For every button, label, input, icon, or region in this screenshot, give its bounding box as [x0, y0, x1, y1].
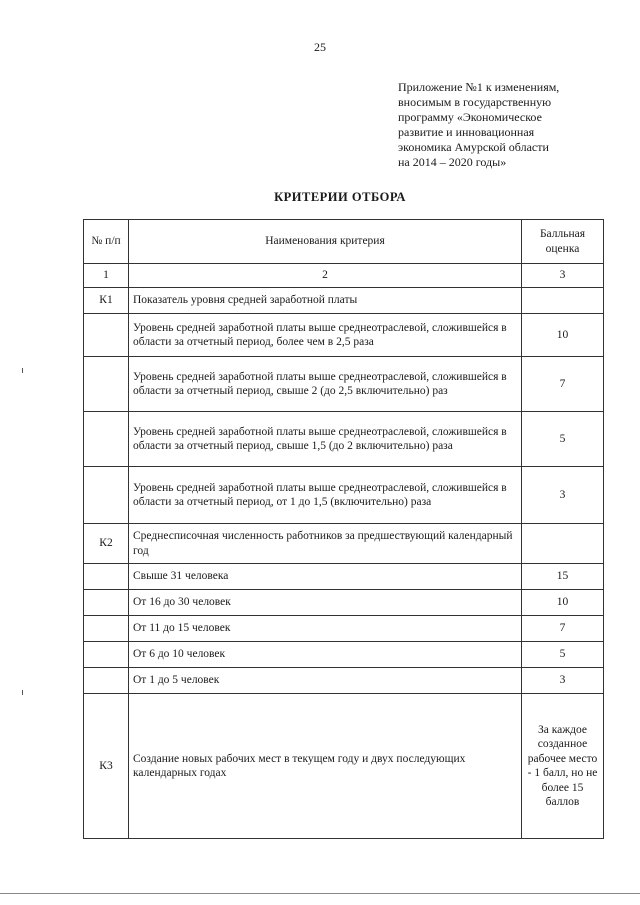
scan-mark	[22, 690, 23, 695]
row-name: От 6 до 10 человек	[129, 642, 522, 668]
row-num: К1	[84, 288, 129, 314]
row-score: 5	[522, 642, 604, 668]
row-name: От 11 до 15 человек	[129, 616, 522, 642]
table-row	[84, 590, 604, 616]
row-score: За каждое созданное рабочее место - 1 балл, но не более 15 баллов	[522, 694, 604, 839]
row-score: 7	[522, 616, 604, 642]
table-row	[84, 288, 604, 314]
row-num	[84, 314, 129, 357]
appendix-line: вносимым в государственную	[398, 95, 552, 109]
table-row	[84, 524, 604, 564]
row-num	[84, 564, 129, 590]
table-row	[84, 564, 604, 590]
index-name: 2	[129, 264, 522, 288]
appendix-line: экономика Амурской области	[398, 140, 549, 154]
row-num	[84, 590, 129, 616]
table-row	[84, 642, 604, 668]
row-num	[84, 467, 129, 524]
row-name: Уровень средней заработной платы выше среднеотраслевой, сложившейся в области за отчетный период, более чем в 2,5 раза	[129, 314, 522, 357]
row-num	[84, 642, 129, 668]
row-name: Свыше 31 человека	[129, 564, 522, 590]
row-score: 5	[522, 412, 604, 467]
appendix-note	[398, 80, 598, 170]
table-row	[84, 412, 604, 467]
row-score: 3	[522, 668, 604, 694]
table-row	[84, 668, 604, 694]
index-score: 3	[522, 264, 604, 288]
header-num: № п/п	[84, 220, 129, 264]
row-name: Уровень средней заработной платы выше среднеотраслевой, сложившейся в области за отчетный период, свыше 1,5 (до 2 включительно) раза	[129, 412, 522, 467]
row-name: Среднесписочная численность работников за предшествующий календарный год	[129, 524, 522, 564]
appendix-line: на 2014 – 2020 годы»	[398, 155, 507, 169]
row-name: От 1 до 5 человек	[129, 668, 522, 694]
table-row	[84, 467, 604, 524]
document-title: КРИТЕРИИ ОТБОРА	[274, 190, 406, 204]
row-score: 10	[522, 314, 604, 357]
table-index-row	[84, 264, 604, 288]
appendix-line: развитие и инновационная	[398, 125, 535, 139]
table-row	[84, 357, 604, 412]
table-row	[84, 616, 604, 642]
row-score	[522, 524, 604, 564]
row-name: Уровень средней заработной платы выше среднеотраслевой, сложившейся в области за отчетный период, свыше 2 (до 2,5 включительно) раз	[129, 357, 522, 412]
table-header-row	[84, 220, 604, 264]
row-num: К2	[84, 524, 129, 564]
row-score: 15	[522, 564, 604, 590]
appendix-line: программу «Экономическое	[398, 110, 542, 124]
index-num: 1	[84, 264, 129, 288]
row-score: 3	[522, 467, 604, 524]
row-num: К3	[84, 694, 129, 839]
row-num	[84, 412, 129, 467]
row-num	[84, 616, 129, 642]
appendix-line: Приложение №1 к изменениям,	[398, 80, 560, 94]
row-num	[84, 357, 129, 412]
row-name: Уровень средней заработной платы выше среднеотраслевой, сложившейся в области за отчетный период, от 1 до 1,5 (включительно) раза	[129, 467, 522, 524]
scan-edge-line	[0, 893, 640, 894]
scan-mark	[22, 368, 23, 373]
header-score: Балльная оценка	[522, 220, 604, 264]
header-name: Наименования критерия	[129, 220, 522, 264]
row-name: Показатель уровня средней заработной платы	[129, 288, 522, 314]
table-row	[84, 694, 604, 839]
row-name: Создание новых рабочих мест в текущем году и двух последующих календарных годах	[129, 694, 522, 839]
row-score: 7	[522, 357, 604, 412]
row-score	[522, 288, 604, 314]
page-number: 25	[314, 40, 326, 54]
row-score: 10	[522, 590, 604, 616]
table-row	[84, 314, 604, 357]
criteria-table	[83, 219, 604, 839]
row-num	[84, 668, 129, 694]
row-name: От 16 до 30 человек	[129, 590, 522, 616]
